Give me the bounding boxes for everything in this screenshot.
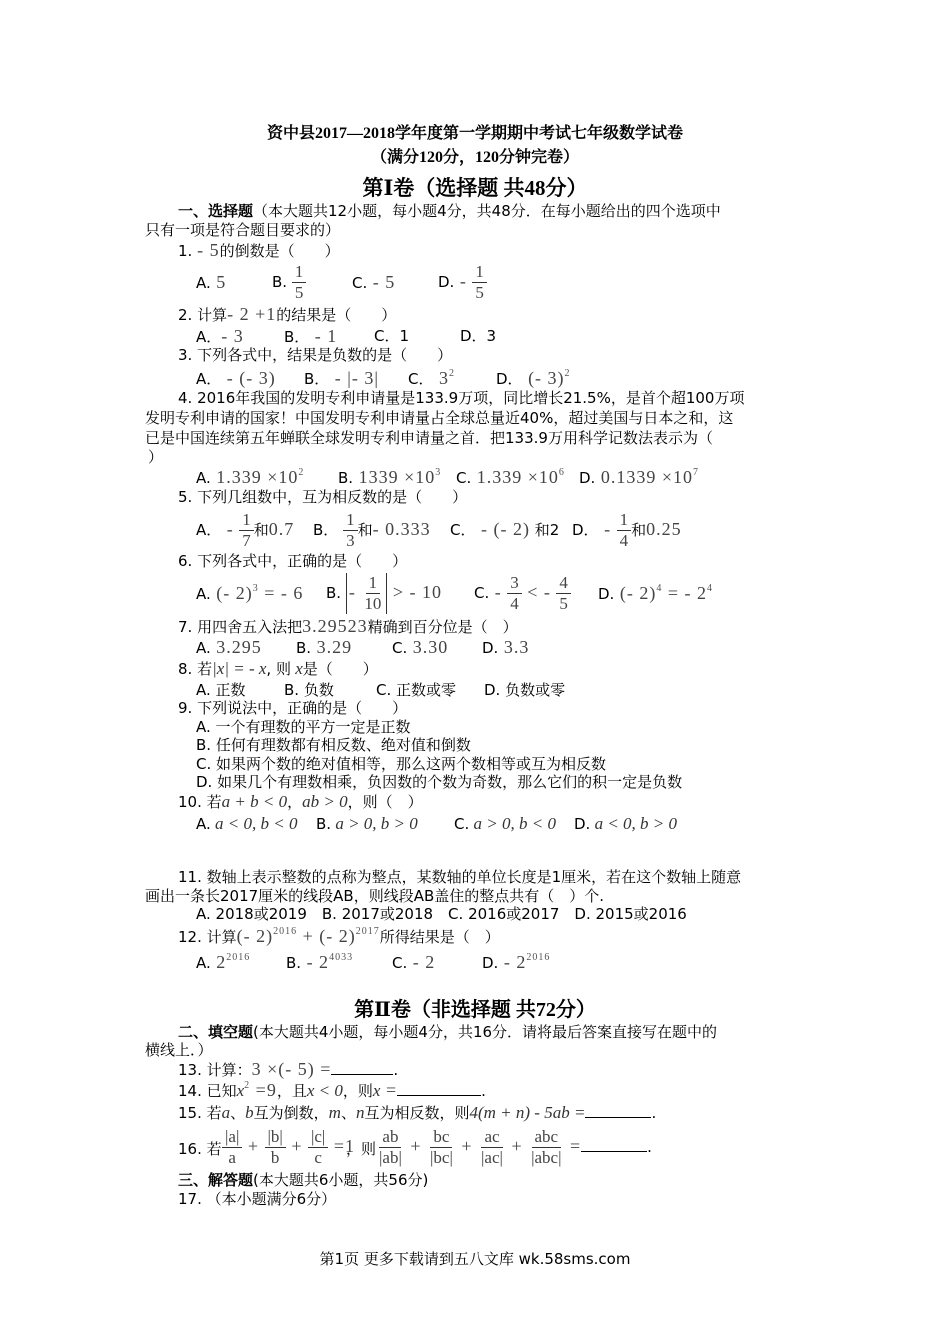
question-17: 17. （本小题满分6分） xyxy=(178,1190,337,1208)
question-4-line4: ） xyxy=(148,448,164,466)
section2-intro-cont: 横线上．） xyxy=(145,1041,213,1059)
question-9-option-c: C. 如果两个数的绝对值相等，那么这两个数相等或互为相反数 xyxy=(196,755,607,773)
section2-intro: 二、填空题(本大题共4小题，每小题4分，共16分．请将最后答案直接写在题中的 xyxy=(178,1023,718,1041)
answer-blank-16[interactable] xyxy=(581,1137,647,1152)
question-11-options: A. 2018或2019 B. 2017或2018 C. 2016或2017 D. 2015或2016 xyxy=(196,905,687,923)
page-footer: 第1页 更多下载请到五八文库 wk.58sms.com xyxy=(319,1250,631,1268)
part2-heading: 第Ⅱ卷（非选择题 共72分） xyxy=(354,999,596,1021)
question-12-stem: 12. 计算(- 2)$^{2016}$ + (- 2)$^{2017}$所得结果是（ ） xyxy=(178,926,500,946)
question-3-stem: 3. 下列各式中，结果是负数的是（ ） xyxy=(178,346,453,364)
answer-blank-13[interactable] xyxy=(331,1060,393,1075)
question-9-stem: 9. 下列说法中，正确的是（ ） xyxy=(178,699,408,717)
question-6-stem: 6. 下列各式中，正确的是（ ） xyxy=(178,552,408,570)
section1-intro: 一、选择题（本大题共12小题，每小题4分，共48分．在每小题给出的四个选项中 xyxy=(178,202,721,220)
exam-subtitle: （满分120分，120分钟完卷） xyxy=(370,149,579,166)
question-9-option-b: B. 任何有理数都有相反数、绝对值和倒数 xyxy=(196,736,471,754)
answer-blank-14[interactable] xyxy=(397,1081,481,1096)
question-5-stem: 5. 下列几组数中，互为相反数的是（ ） xyxy=(178,488,468,506)
question-1-stem: 1. - 5的倒数是（ ） xyxy=(178,240,340,260)
question-2-stem: 2. 计算- 2 +1的结果是（ ） xyxy=(178,304,397,324)
question-7-stem: 7. 用四舍五入法把3.29523精确到百分位是（ ） xyxy=(178,616,518,636)
section3-intro: 三、解答题(本大题共6小题，共56分) xyxy=(178,1171,429,1189)
question-14: 14. 已知$x^2 =9$，且x < 0，则x = . xyxy=(178,1080,486,1100)
question-4-line3: 已是中国连续第五年蝉联全球发明专利申请量之首．把133.9万用科学记数法表示为（ xyxy=(145,429,713,447)
question-9-option-a: A. 一个有理数的平方一定是正数 xyxy=(196,718,411,736)
question-11-line2: 画出一条长2017厘米的线段AB，则线段AB盖住的整点共有（ ）个. xyxy=(145,887,605,905)
question-15: 15. 若a、b互为倒数，m、n互为相反数，则4(m + n) - 5ab = . xyxy=(178,1103,657,1122)
question-13: 13. 计算：3 ×(- 5) = . xyxy=(178,1059,399,1079)
question-10-stem: 10. 若a + b < 0，ab > 0，则（ ） xyxy=(178,792,423,811)
question-4-line1: 4. 2016年我国的发明专利申请量是133.9万项，同比增长21.5%，是首个超100万项 xyxy=(178,389,745,407)
part1-heading: 第Ⅰ卷（选择题 共48分） xyxy=(362,176,588,200)
question-8-stem: 8. 若|x| = - x, 则 x是（ ） xyxy=(178,659,378,678)
section1-intro-cont: 只有一项是符合题目要求的） xyxy=(145,221,341,239)
question-11-line1: 11. 数轴上表示整数的点称为整点，某数轴的单位长度是1厘米，若在这个数轴上随意 xyxy=(178,868,742,886)
question-4-line2: 发明专利申请的国家！中国发明专利申请量占全球总量近40%，超过美国与日本之和，这 xyxy=(145,409,734,427)
question-9-option-d: D. 如果几个有理数相乘，负因数的个数为奇数，那么它们的积一定是负数 xyxy=(196,773,683,791)
answer-blank-15[interactable] xyxy=(585,1103,651,1118)
exam-title: 资中县2017—2018学年度第一学期期中考试七年级数学试卷 xyxy=(266,125,683,142)
